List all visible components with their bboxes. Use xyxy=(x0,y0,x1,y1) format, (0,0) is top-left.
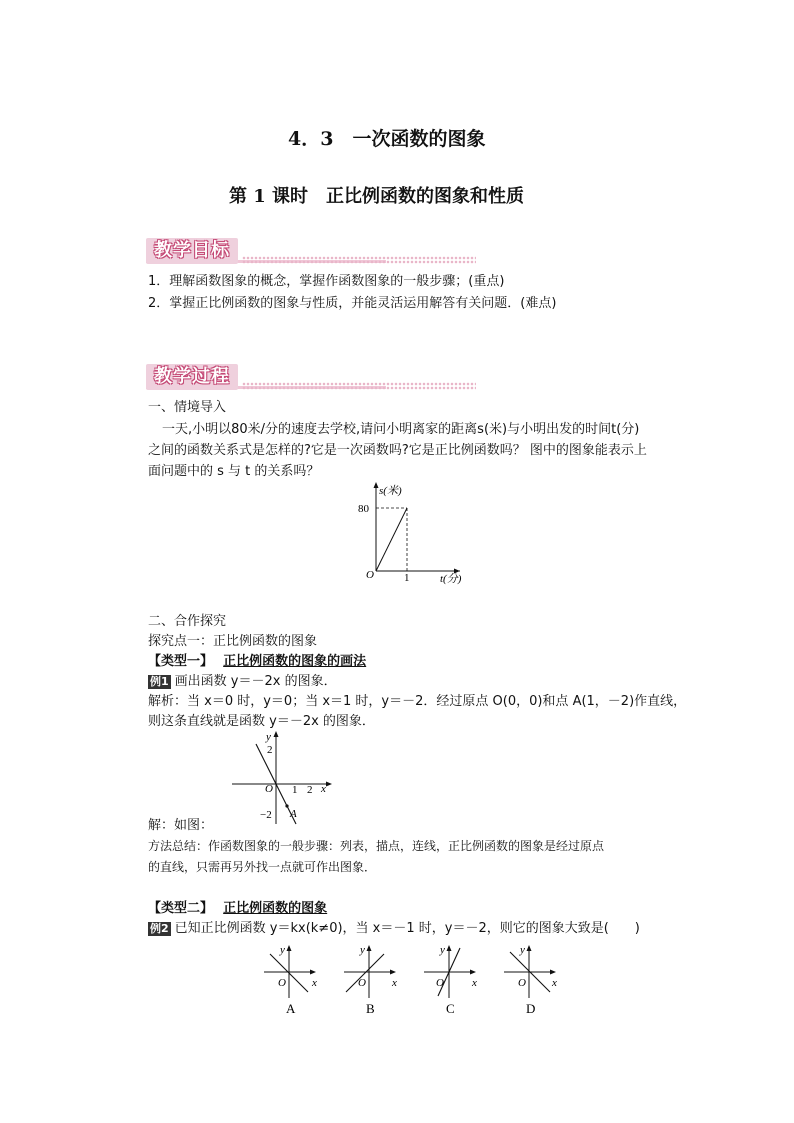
x-axis-arrow xyxy=(326,782,332,787)
option-a-label: A xyxy=(286,1001,296,1016)
y-axis-arrow xyxy=(274,731,279,737)
option-b-label: B xyxy=(366,1001,375,1016)
page-subtitle: 第 1 课时 正比例函数的图象和性质 xyxy=(229,186,525,207)
type2-tag: 【类型二】 xyxy=(148,901,214,916)
svg-text:O: O xyxy=(278,977,286,989)
goals-banner-label: 教学目标 xyxy=(154,240,230,261)
intro-line: 面问题中的 s 与 t 的关系吗？ xyxy=(148,464,320,479)
example1 xyxy=(148,673,337,691)
option-b-graph xyxy=(338,942,402,1018)
y-tick-negative: −2 xyxy=(260,809,272,821)
example2 xyxy=(148,920,640,938)
intro-line: 一天,小明以80米/分的速度去学校,请问小明离家的距离s(米)与小明出发的时间t(分) xyxy=(162,422,640,437)
y-axis-label: s(米) xyxy=(379,485,402,497)
explore-heading: 探究点一：正比例函数的图象 xyxy=(148,634,318,649)
distance-time-graph xyxy=(350,478,470,590)
svg-text:y: y xyxy=(280,944,285,956)
x-tick-label: 2 xyxy=(307,784,313,796)
type2-title: 正比例函数的图象 xyxy=(223,901,328,916)
x-tick-label: 1 xyxy=(404,572,410,584)
option-a-graph xyxy=(258,942,322,1018)
option-d-label: D xyxy=(526,1001,536,1016)
process-banner-label: 教学过程 xyxy=(154,366,230,387)
svg-text:y: y xyxy=(520,944,525,956)
option-d-graph xyxy=(498,942,562,1018)
svg-text:O: O xyxy=(436,977,444,989)
process-banner xyxy=(146,364,476,390)
goal-item: 1．理解函数图象的概念，掌握作函数图象的一般步骤；(重点) xyxy=(148,274,505,289)
method-line: 的直线，只需再另外找一点就可作出图象． xyxy=(148,860,377,874)
section-heading: 二、合作探究 xyxy=(148,614,227,629)
type1-title: 正比例函数的图象的画法 xyxy=(223,654,367,669)
y-axis-label: y xyxy=(266,731,271,743)
intro-line: 之间的函数关系式是怎样的?它是一次函数吗?它是正比例函数吗？ 图中的图象能表示上 xyxy=(148,443,647,458)
graph-line xyxy=(376,508,407,571)
svg-text:x: x xyxy=(472,977,477,989)
linear-function-graph xyxy=(226,728,336,828)
option-c-graph xyxy=(418,942,482,1018)
analysis-line: 解析：当 x＝0 时，y＝0；当 x＝1 时，y＝－2．经过原点 O(0，0)和点 A(1，－2)作直线， xyxy=(148,694,687,709)
y-tick-positive: 2 xyxy=(267,744,273,756)
svg-text:x: x xyxy=(312,977,317,989)
goals-banner xyxy=(146,238,476,264)
type1-tag: 【类型一】 xyxy=(148,654,214,669)
x-axis-label: x xyxy=(321,783,326,795)
x-axis-label: t(分) xyxy=(440,573,462,585)
example1-tag: 例1 xyxy=(150,675,169,688)
goal-item: 2．掌握正比例函数的图象与性质，并能灵活运用解答有关问题．(难点) xyxy=(148,296,557,311)
point-a-label: A xyxy=(290,808,297,820)
svg-text:x: x xyxy=(392,977,397,989)
example1-text: 画出函数 y＝－2x 的图象． xyxy=(174,674,337,689)
y-tick-label: 80 xyxy=(358,503,369,515)
type2-heading xyxy=(148,900,327,918)
analysis-line: 则这条直线就是函数 y＝－2x 的图象． xyxy=(148,714,375,729)
example2-tag: 例2 xyxy=(150,922,169,935)
type1-heading xyxy=(148,653,366,671)
origin-label: O xyxy=(265,783,273,795)
x-tick-label: 1 xyxy=(292,784,298,796)
svg-text:y: y xyxy=(360,944,365,956)
svg-text:O: O xyxy=(518,977,526,989)
option-c-label: C xyxy=(446,1001,455,1016)
y-axis-arrow xyxy=(374,482,379,488)
method-line: 方法总结：作函数图象的一般步骤：列表，描点，连线，正比例函数的图象是经过原点 xyxy=(148,839,605,853)
origin-label: O xyxy=(366,569,374,581)
svg-text:x: x xyxy=(552,977,557,989)
example2-text: 已知正比例函数 y＝kx(k≠0)，当 x＝－1 时，y＝－2，则它的图象大致是( ) xyxy=(174,921,640,936)
svg-text:y: y xyxy=(440,944,445,956)
svg-text:O: O xyxy=(358,977,366,989)
page-title: 4．3 一次函数的图象 xyxy=(288,128,486,150)
solution-line: 解：如图： xyxy=(148,818,214,833)
point-a xyxy=(285,804,288,807)
section-heading: 一、情境导入 xyxy=(148,400,227,415)
